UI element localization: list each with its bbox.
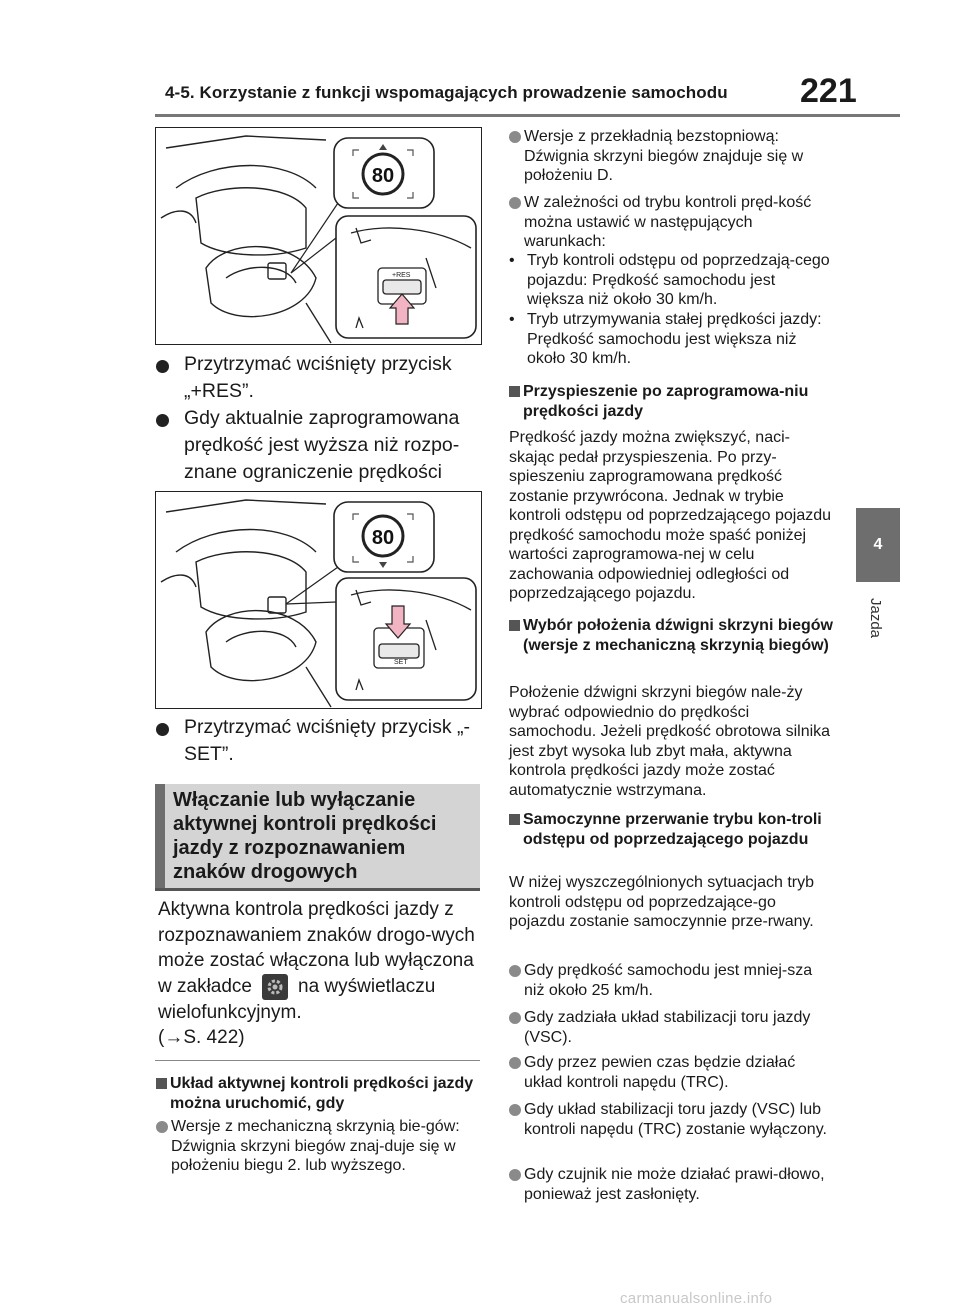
section-heading-bar xyxy=(155,784,165,888)
bullet-icon xyxy=(509,1104,521,1116)
note-bullet: Wersje z mechaniczną skrzynią bie-gów: Dźwignia skrzyni biegów znaj-duje się w położeniu biegu 2. lub wyższego. xyxy=(156,1117,480,1176)
bullet-icon xyxy=(509,131,521,143)
note-heading: Układ aktywnej kontroli prędkości jazdy można uruchomić, gdy xyxy=(156,1074,480,1113)
note-bullet: W zależności od trybu kontroli pręd-kość można ustawić w następujących warunkach: xyxy=(509,193,834,252)
note-bullet: Gdy układ stabilizacji toru jazdy (VSC) lub kontroli napędu (TRC) zostanie wyłączony. xyxy=(509,1100,834,1139)
note-paragraph: W niżej wyszczególnionych sytuacjach tryb kontroli odstępu od poprzedzające-go pojazdu zostanie samoczynnie prze-rwany. xyxy=(509,874,815,930)
note-bullet: Wersje z przekładnią bezstopniową: Dźwignia skrzyni biegów znajduje się w położeniu D. xyxy=(509,127,834,186)
bullet-higher-speed: Gdy aktualnie zaprogramowana prędkość jest wyższa niż rozpo-znane ograniczenie prędkości xyxy=(156,405,478,486)
note-bullet: Gdy prędkość samochodu jest mniej-sza niż około 25 km/h. xyxy=(509,961,834,1000)
bullet-icon xyxy=(156,414,169,427)
figure-res-button xyxy=(155,127,482,345)
bullet-icon xyxy=(156,360,169,373)
chapter-label: Jazda xyxy=(867,598,884,639)
running-header: 4-5. Korzystanie z funkcji wspomagających prowadzenie samochodu xyxy=(165,83,728,102)
bullet-icon xyxy=(509,1012,521,1024)
divider xyxy=(155,1060,480,1061)
square-bullet-icon xyxy=(509,814,520,825)
watermark: carmanualsonline.info xyxy=(620,1290,773,1307)
chapter-number: 4 xyxy=(873,536,883,553)
square-bullet-icon xyxy=(509,620,520,631)
bullet-icon xyxy=(509,965,521,977)
note-heading: Wybór położenia dźwigni skrzyni biegów (wersje z mechaniczną skrzynią biegów) xyxy=(509,616,834,655)
square-bullet-icon xyxy=(156,1078,167,1089)
bullet-hold-set: Przytrzymać wciśnięty przycisk „-SET”. xyxy=(156,714,478,768)
bullet-icon xyxy=(156,723,169,736)
svg-text:SET: SET xyxy=(394,659,408,666)
dash-item: • Tryb utrzymywania stałej prędkości jazdy: Prędkość samochodu jest większa niż około 30 km/h. xyxy=(509,311,822,367)
bullet-hold-res: Przytrzymać wciśnięty przycisk „+RES”. xyxy=(156,351,478,405)
bullet-icon xyxy=(509,197,521,209)
speed-sign-text: 80 xyxy=(371,527,395,549)
section-heading: Włączanie lub wyłączanie aktywnej kontroli prędkości jazdy z rozpoznawaniem znaków drogowych xyxy=(173,789,437,883)
bullet-icon xyxy=(156,1121,168,1133)
toggle-paragraph: Aktywna kontrola prędkości jazdy z rozpoznawaniem znaków drogo-wych może zostać włączona lub wyłączona w zakładce na wyświetlaczu wielofunkcyjnym. (→S. 422) xyxy=(158,899,475,1048)
note-heading: Przyspieszenie po zaprogramowa-niu prędkości jazdy xyxy=(509,382,834,421)
note-paragraph: Położenie dźwigni skrzyni biegów nale-ży wybrać odpowiednio do prędkości samochodu. Jeżeli prędkość obrotowa silnika jest zbyt wysoka lub zbyt mała, aktywna kontrola prędkości jazdy może zostać automatycznie wstrzymana. xyxy=(509,684,831,799)
gear-icon xyxy=(262,974,288,1000)
bullet-icon xyxy=(509,1169,521,1181)
note-paragraph: Prędkość jazdy można zwiększyć, naci-skając pedał przyspieszenia. Po przy-spieszeniu zaprogramowana prędkość zostanie przywrócona. Jednak w trybie kontroli odstępu od poprzedzającego pojazdu prędkość samochodu może spaść poniżej wartości zaprogramowa-nej w celu zachowania odpowiedniej odległości od poprzedzającego pojazdu. xyxy=(509,429,832,602)
note-heading: Samoczynne przerwanie trybu kon-troli odstępu od poprzedzającego pojazdu xyxy=(509,810,834,849)
dash-item: • Tryb kontroli odstępu od poprzedzają-cego pojazdu: Prędkość samochodu jest większa niż około 30 km/h. xyxy=(509,252,830,308)
square-bullet-icon xyxy=(509,386,520,397)
chapter-tab xyxy=(856,508,900,582)
header-rule xyxy=(155,114,900,117)
svg-text:+RES: +RES xyxy=(392,272,411,279)
speed-sign-text: 80 xyxy=(371,165,395,187)
figure-set-button xyxy=(155,491,482,709)
page-reference: (→S. 422) xyxy=(158,1027,245,1048)
note-bullet: Gdy zadziała układ stabilizacji toru jazdy (VSC). xyxy=(509,1008,834,1047)
bullet-icon xyxy=(509,1057,521,1069)
page-number: 221 xyxy=(800,72,857,110)
note-bullet: Gdy przez pewien czas będzie działać układ kontroli napędu (TRC). xyxy=(509,1053,834,1092)
section-heading-box xyxy=(155,784,480,891)
note-bullet: Gdy czujnik nie może działać prawi-dłowo, ponieważ jest zasłonięty. xyxy=(509,1165,834,1204)
